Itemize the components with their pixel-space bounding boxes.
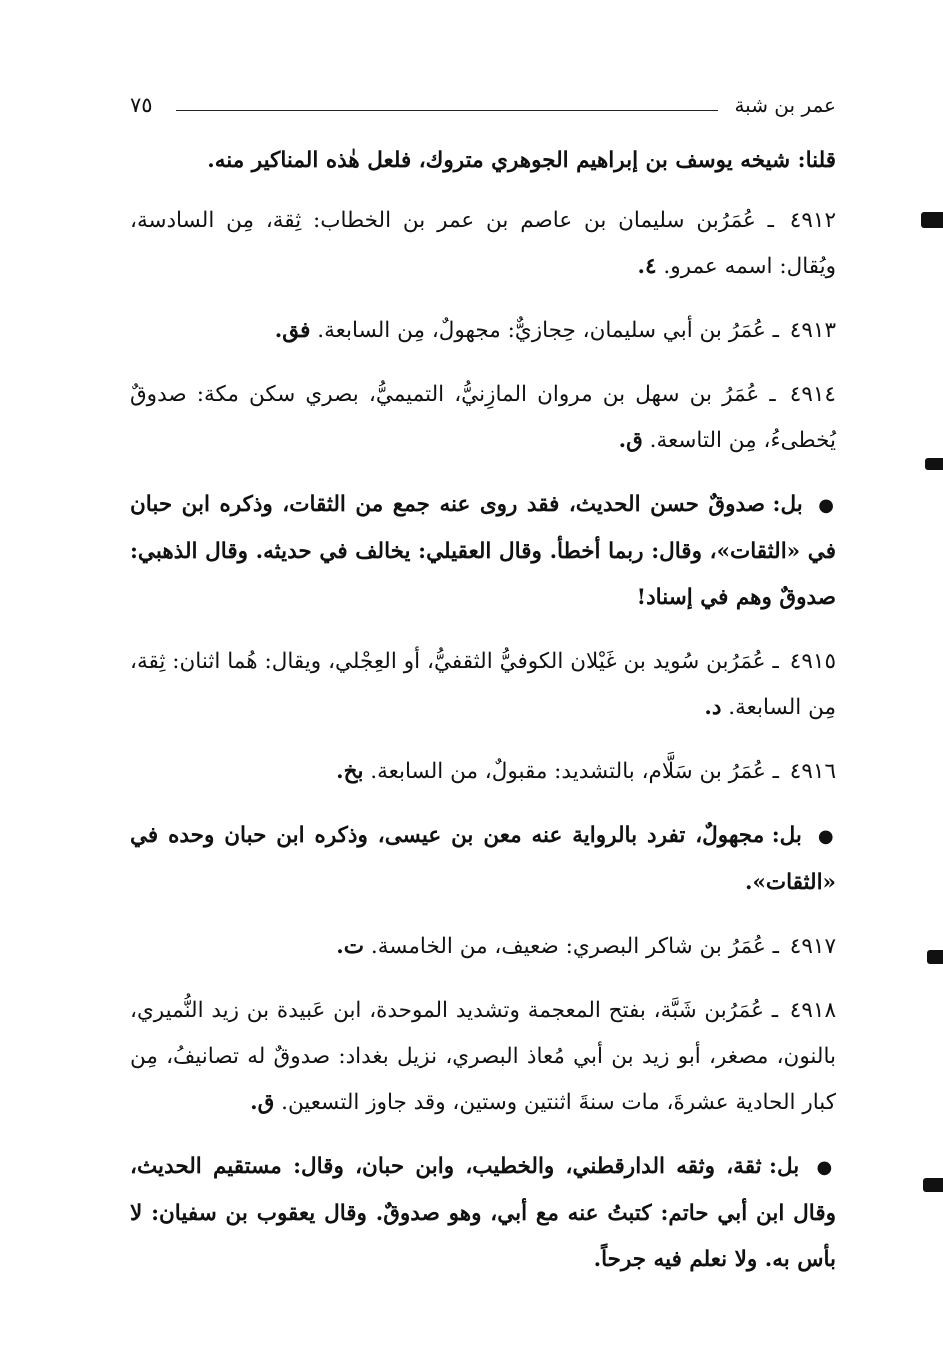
comment-text: بل: صدوقٌ حسن الحديث، فقد روى عنه جمع من الثقات، وذكره ابن حبان في «الثقات»، وقال: ربما أخطأ. وقال العقيلي: يخالف في حديثه. وقال الذهبي: صدوقٌ وهم في إسناد! xyxy=(130,492,836,610)
entry-4917 xyxy=(130,924,836,970)
bullet-icon: ● xyxy=(816,1157,836,1178)
entry-4918 xyxy=(130,988,836,1126)
page-number: ٧٥ xyxy=(130,93,153,117)
entry-4915 xyxy=(130,639,836,731)
edge-thumb-mark xyxy=(927,950,943,964)
entry-4912 xyxy=(130,198,836,290)
edge-thumb-mark xyxy=(923,1178,943,1192)
entry-symbol: ت. xyxy=(336,934,365,959)
edge-thumb-mark xyxy=(925,458,943,470)
document-page xyxy=(130,0,836,1358)
entry-text: ـ عُمَرُ بن سهل بن مروان المازِنيُّ، التميميُّ، بصري سكن مكة: صدوقٌ يُخطىءُ، مِن التاسعة. xyxy=(130,382,836,453)
comment-4918 xyxy=(130,1144,836,1283)
header-rule xyxy=(176,110,718,111)
entry-4916 xyxy=(130,749,836,795)
intro-text: قلنا: شيخه يوسف بن إبراهيم الجوهري متروك، فلعل هٰذه المناكير منه. xyxy=(207,148,836,173)
intro-note xyxy=(130,138,836,184)
entry-text: ـ عُمَرُبن شَبَّة، بفتح المعجمة وتشديد الموحدة، ابن عَبيدة بن زيد النُّميري، بالنون، مصغر، أبو زيد بن أبي مُعاذ البصري، نزيل بغداد: صدوقٌ له تصانيفُ، مِن كبار الحادية عشرةَ، مات سنةَ اثنتين وستين، وقد جاوز التسعين. xyxy=(130,998,836,1115)
entry-number: ٤٩١٦ xyxy=(789,759,836,784)
entry-symbol: ق. xyxy=(250,1090,275,1115)
entry-symbol: بخ. xyxy=(336,759,364,784)
entry-number: ٤٩١٤ xyxy=(789,382,836,407)
entry-symbol: فق. xyxy=(274,318,311,343)
entry-number: ٤٩١٣ xyxy=(789,318,836,343)
page-body xyxy=(130,138,836,1301)
entry-4913 xyxy=(130,308,836,354)
entry-symbol: د. xyxy=(704,695,722,720)
comment-4914 xyxy=(130,482,836,621)
entry-symbol: ٤. xyxy=(637,254,657,279)
entry-text: ـ عُمَرُبن سُويد بن غَيْلان الكوفيُّ الثقفيُّ، أو العِجْلي، ويقال: هُما اثنان: ثِقة، مِن السابعة. xyxy=(130,649,836,720)
comment-4916 xyxy=(130,813,836,906)
bullet-icon: ● xyxy=(818,495,836,516)
entry-symbol: ق. xyxy=(618,428,643,453)
entry-number: ٤٩١٥ xyxy=(789,649,836,674)
entry-number: ٤٩١٧ xyxy=(789,934,836,959)
edge-thumb-mark xyxy=(921,212,943,228)
entry-number: ٤٩١٢ xyxy=(789,208,836,233)
entry-4914 xyxy=(130,372,836,464)
entry-number: ٤٩١٨ xyxy=(789,998,836,1023)
entry-text: ـ عُمَرُ بن سَلَّام، بالتشديد: مقبولٌ، من السابعة. xyxy=(370,759,779,784)
page-header xyxy=(130,92,836,122)
entry-text: ـ عُمَرُ بن أبي سليمان، حِجازيٌّ: مجهولٌ، مِن السابعة. xyxy=(317,318,779,343)
running-title: عمر بن شبة xyxy=(734,93,836,117)
entry-text: ـ عُمَرُ بن شاكر البصري: ضعيف، من الخامسة. xyxy=(370,934,779,959)
comment-text: بل: مجهولٌ، تفرد بالرواية عنه معن بن عيسى، وذكره ابن حبان وحده في «الثقات». xyxy=(130,823,836,895)
comment-text: بل: ثقة، وثقه الدارقطني، والخطيب، وابن حبان، وقال: مستقيم الحديث، وقال ابن أبي حاتم: كتبتُ عنه مع أبي، وهو صدوقٌ. وقال يعقوب بن سفيان: لا بأس به. ولا نعلم فيه جرحاً. xyxy=(130,1154,836,1272)
bullet-icon: ● xyxy=(817,826,836,847)
entry-text: ـ عُمَرُبن سليمان بن عاصم بن عمر بن الخطاب: ثِقة، مِن السادسة، ويُقال: اسمه عمرو. xyxy=(130,208,836,279)
